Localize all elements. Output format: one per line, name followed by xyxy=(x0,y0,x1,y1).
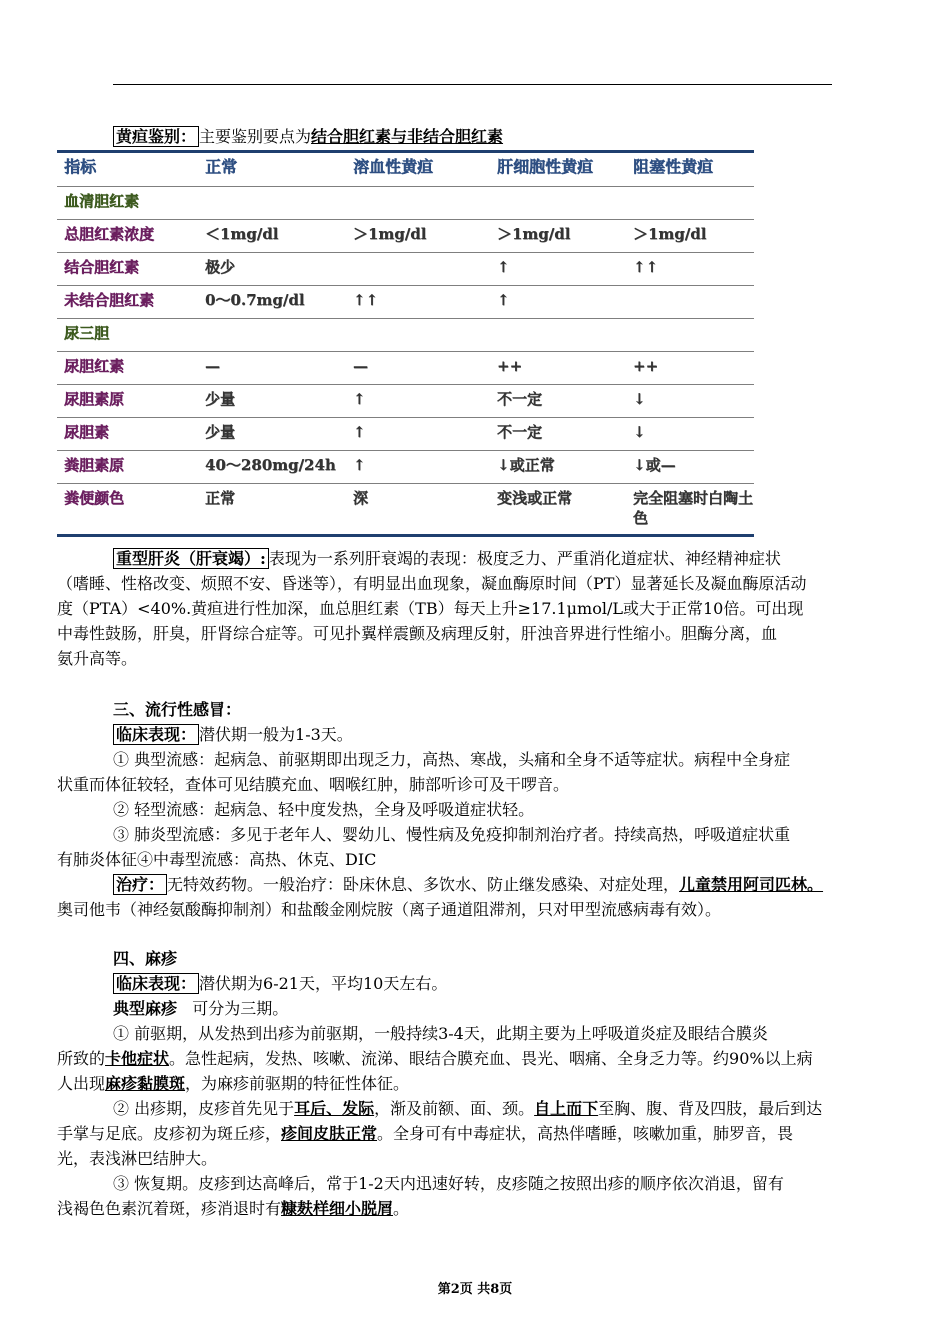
measles-section xyxy=(57,946,892,1221)
text-line: ① 典型流感：起病急、前驱期即出现乏力，高热、寒战，头痛和全身不适等症状。病程中全身症 xyxy=(113,750,791,769)
jaundice-emphasis: 结合胆红素与非结合胆红素 xyxy=(311,127,504,146)
table-cell: ＞1mg/dl xyxy=(633,225,707,243)
text-line: 光，表浅淋巴结肿大。 xyxy=(57,1149,218,1168)
influenza-section xyxy=(57,697,892,922)
text-line: ③ 恢复期。皮疹到达高峰后，常于1-2天内迅速好转，皮疹随之按照出疹的顺序依次消退，留有 xyxy=(113,1174,784,1193)
rash-direction: 自上而下 xyxy=(534,1099,599,1118)
text-line: 氨升高等。 xyxy=(57,649,138,668)
text-line: 表现为一系列肝衰竭的表现：极度乏力、严重消化道症状、神经精神症状 xyxy=(268,549,781,568)
text-span: ② 出疹期，皮疹首先见于 xyxy=(113,1099,295,1118)
table-cell: 正常 xyxy=(205,489,236,507)
table-cell: ↓或正常 xyxy=(497,456,555,474)
table-row xyxy=(57,385,754,418)
text-span: 。 xyxy=(393,1199,410,1218)
text-span: 人出现 xyxy=(57,1074,106,1093)
page-footer: 第2页 共8页 xyxy=(437,1282,513,1297)
jaundice-intro: 主要鉴别要点为 xyxy=(199,127,312,146)
table-row xyxy=(57,253,754,286)
table-group-label: 尿三胆 xyxy=(64,324,110,342)
text-line: ② 轻型流感：起病急、轻中度发热，全身及呼吸道症状轻。 xyxy=(113,800,535,819)
table-cell: ＜1mg/dl xyxy=(205,225,279,243)
table-group-label: 血清胆红素 xyxy=(64,192,140,210)
table-row xyxy=(57,286,754,319)
text-line: （嗜睡、性格改变、烦照不安、昏迷等），有明显出血现象，凝血酶原时间（PT）显著延长及凝血酶原活动 xyxy=(57,574,807,593)
text-line: ① 前驱期，从发热到出疹为前驱期，一般持续3-4天，此期主要为上呼吸道炎症及眼结合膜炎 xyxy=(113,1024,768,1043)
table-cell: 深 xyxy=(353,489,369,507)
table-header-cell: 阻塞性黄疸 xyxy=(633,157,714,176)
bran-like-desquamation: 糠麸样细小脱屑 xyxy=(281,1199,394,1218)
table-cell: ↑ xyxy=(353,390,366,408)
table-header-row xyxy=(57,150,754,187)
table-cell: ↑↑ xyxy=(353,291,379,309)
table-row xyxy=(57,451,754,484)
rash-start-site: 耳后、发际 xyxy=(294,1099,375,1118)
jaundice-label: 黄疸鉴别： xyxy=(113,126,199,147)
text-span: 。急性起病，发热、咳嗽、流涕、眼结合膜充血、畏光、咽痛、全身乏力等。约90%以上病 xyxy=(169,1049,813,1068)
text-span: 至胸、腹、背及四肢，最后到达 xyxy=(598,1099,823,1118)
severe-hepatitis-label: 重型肝炎（肝衰竭）: xyxy=(113,548,269,569)
influenza-clinical-label: 临床表现： xyxy=(113,724,199,745)
table-cell: — xyxy=(353,357,368,375)
text-line: 无特效药物。一般治疗：卧床休息、多饮水、防止继发感染、对症处理， xyxy=(167,875,680,894)
koplik-spots: 麻疹黏膜斑 xyxy=(105,1074,186,1093)
table-header-cell: 指标 xyxy=(64,157,97,176)
jaundice-table xyxy=(57,150,754,537)
table-group-row xyxy=(57,319,754,352)
text-span: ，为麻疹前驱期的特征性体征。 xyxy=(185,1074,410,1093)
table-cell: ↑ xyxy=(353,423,366,441)
aspirin-warning: 儿童禁用阿司匹林。 xyxy=(679,875,824,894)
table-cell: ↑ xyxy=(353,456,366,474)
text-span: 浅褐色色素沉着斑，疹消退时有 xyxy=(57,1199,282,1218)
table-row xyxy=(57,484,754,537)
table-cell: 40～280mg/24h xyxy=(205,456,336,474)
table-cell: 极少 xyxy=(205,258,236,276)
table-cell: ↑↑ xyxy=(633,258,659,276)
table-cell: ＞1mg/dl xyxy=(353,225,427,243)
text-line: 潜伏期一般为1-3天。 xyxy=(199,725,353,744)
table-row-label: 粪胆素原 xyxy=(64,456,125,474)
influenza-treatment-label: 治疗： xyxy=(113,874,167,895)
text-line: 可分为三期。 xyxy=(192,999,289,1018)
table-row-label: 尿胆红素 xyxy=(64,357,125,375)
text-span: ，渐及前额、面、颈。 xyxy=(374,1099,535,1118)
text-span: 手掌与足底。皮疹初为斑丘疹， xyxy=(57,1124,282,1143)
table-cell: ↓或— xyxy=(633,456,676,474)
table-cell: ++ xyxy=(497,357,523,375)
catarrhal-symptoms: 卡他症状 xyxy=(105,1049,170,1068)
table-header-cell: 正常 xyxy=(205,157,238,176)
table-cell: 完全阻塞时白陶土色 xyxy=(633,489,754,527)
severe-hepatitis-paragraph xyxy=(57,546,892,671)
table-header-cell: 肝细胞性黄疸 xyxy=(497,157,594,176)
text-line: 状重而体征较轻，查体可见结膜充血、咽喉红肿，肺部听诊可及干啰音。 xyxy=(57,775,570,794)
table-cell: 0～0.7mg/dl xyxy=(205,291,305,309)
table-header-cell: 溶血性黄疸 xyxy=(353,157,434,176)
table-cell: ++ xyxy=(633,357,659,375)
table-group-row xyxy=(57,187,754,220)
jaundice-title-line xyxy=(113,127,503,147)
table-row xyxy=(57,352,754,385)
table-row xyxy=(57,220,754,253)
table-row-label: 未结合胆红素 xyxy=(64,291,155,309)
table-cell: ↓ xyxy=(633,423,646,441)
table-row-label: 尿胆素 xyxy=(64,423,110,441)
text-line: ③ 肺炎型流感：多见于老年人、婴幼儿、慢性病及免疫抑制剂治疗者。持续高热，呼吸道症状重 xyxy=(113,825,791,844)
text-line: 度（PTA）<40%.黄疸进行性加深，血总胆红素（TB）每天上升≥17.1μmol/L或大于正常10倍。可出现 xyxy=(57,599,804,618)
table-row-label: 粪便颜色 xyxy=(64,489,125,507)
table-cell: — xyxy=(205,357,220,375)
text-span: 。全身可有中毒症状，高热伴嗜睡，咳嗽加重，肺罗音，畏 xyxy=(377,1124,794,1143)
measles-clinical-label: 临床表现： xyxy=(113,973,199,994)
header-rule xyxy=(113,84,832,85)
table-cell: 不一定 xyxy=(497,390,543,408)
table-cell: ↓ xyxy=(633,390,646,408)
table-row-label: 尿胆素原 xyxy=(64,390,125,408)
table-cell: 不一定 xyxy=(497,423,543,441)
table-row-label: 结合胆红素 xyxy=(64,258,140,276)
table-cell: ＞1mg/dl xyxy=(497,225,571,243)
table-cell: ↑ xyxy=(497,291,510,309)
text-span: 所致的 xyxy=(57,1049,106,1068)
text-line: 中毒性鼓肠，肝臭，肝肾综合症等。可见扑翼样震颤及病理反射，肝浊音界进行性缩小。胆酶分离，血 xyxy=(57,624,778,643)
text-line: 潜伏期为6-21天，平均10天左右。 xyxy=(199,974,448,993)
normal-skin-between-rash: 疹间皮肤正常 xyxy=(281,1124,378,1143)
text-line: 有肺炎体征④中毒型流感：高热、休克、DIC xyxy=(57,850,377,869)
text-line: 奥司他韦（神经氨酸酶抑制剂）和盐酸金刚烷胺（离子通道阻滞剂，只对甲型流感病毒有效）。 xyxy=(57,900,722,919)
typical-measles-label: 典型麻疹 xyxy=(113,999,178,1018)
table-cell: ↑ xyxy=(497,258,510,276)
table-row xyxy=(57,418,754,451)
measles-heading: 四、麻疹 xyxy=(113,949,178,968)
table-cell: 变浅或正常 xyxy=(497,489,573,507)
table-row-label: 总胆红素浓度 xyxy=(64,225,155,243)
table-cell: 少量 xyxy=(205,423,236,441)
table-cell: 少量 xyxy=(205,390,236,408)
influenza-heading: 三、流行性感冒： xyxy=(113,700,242,719)
